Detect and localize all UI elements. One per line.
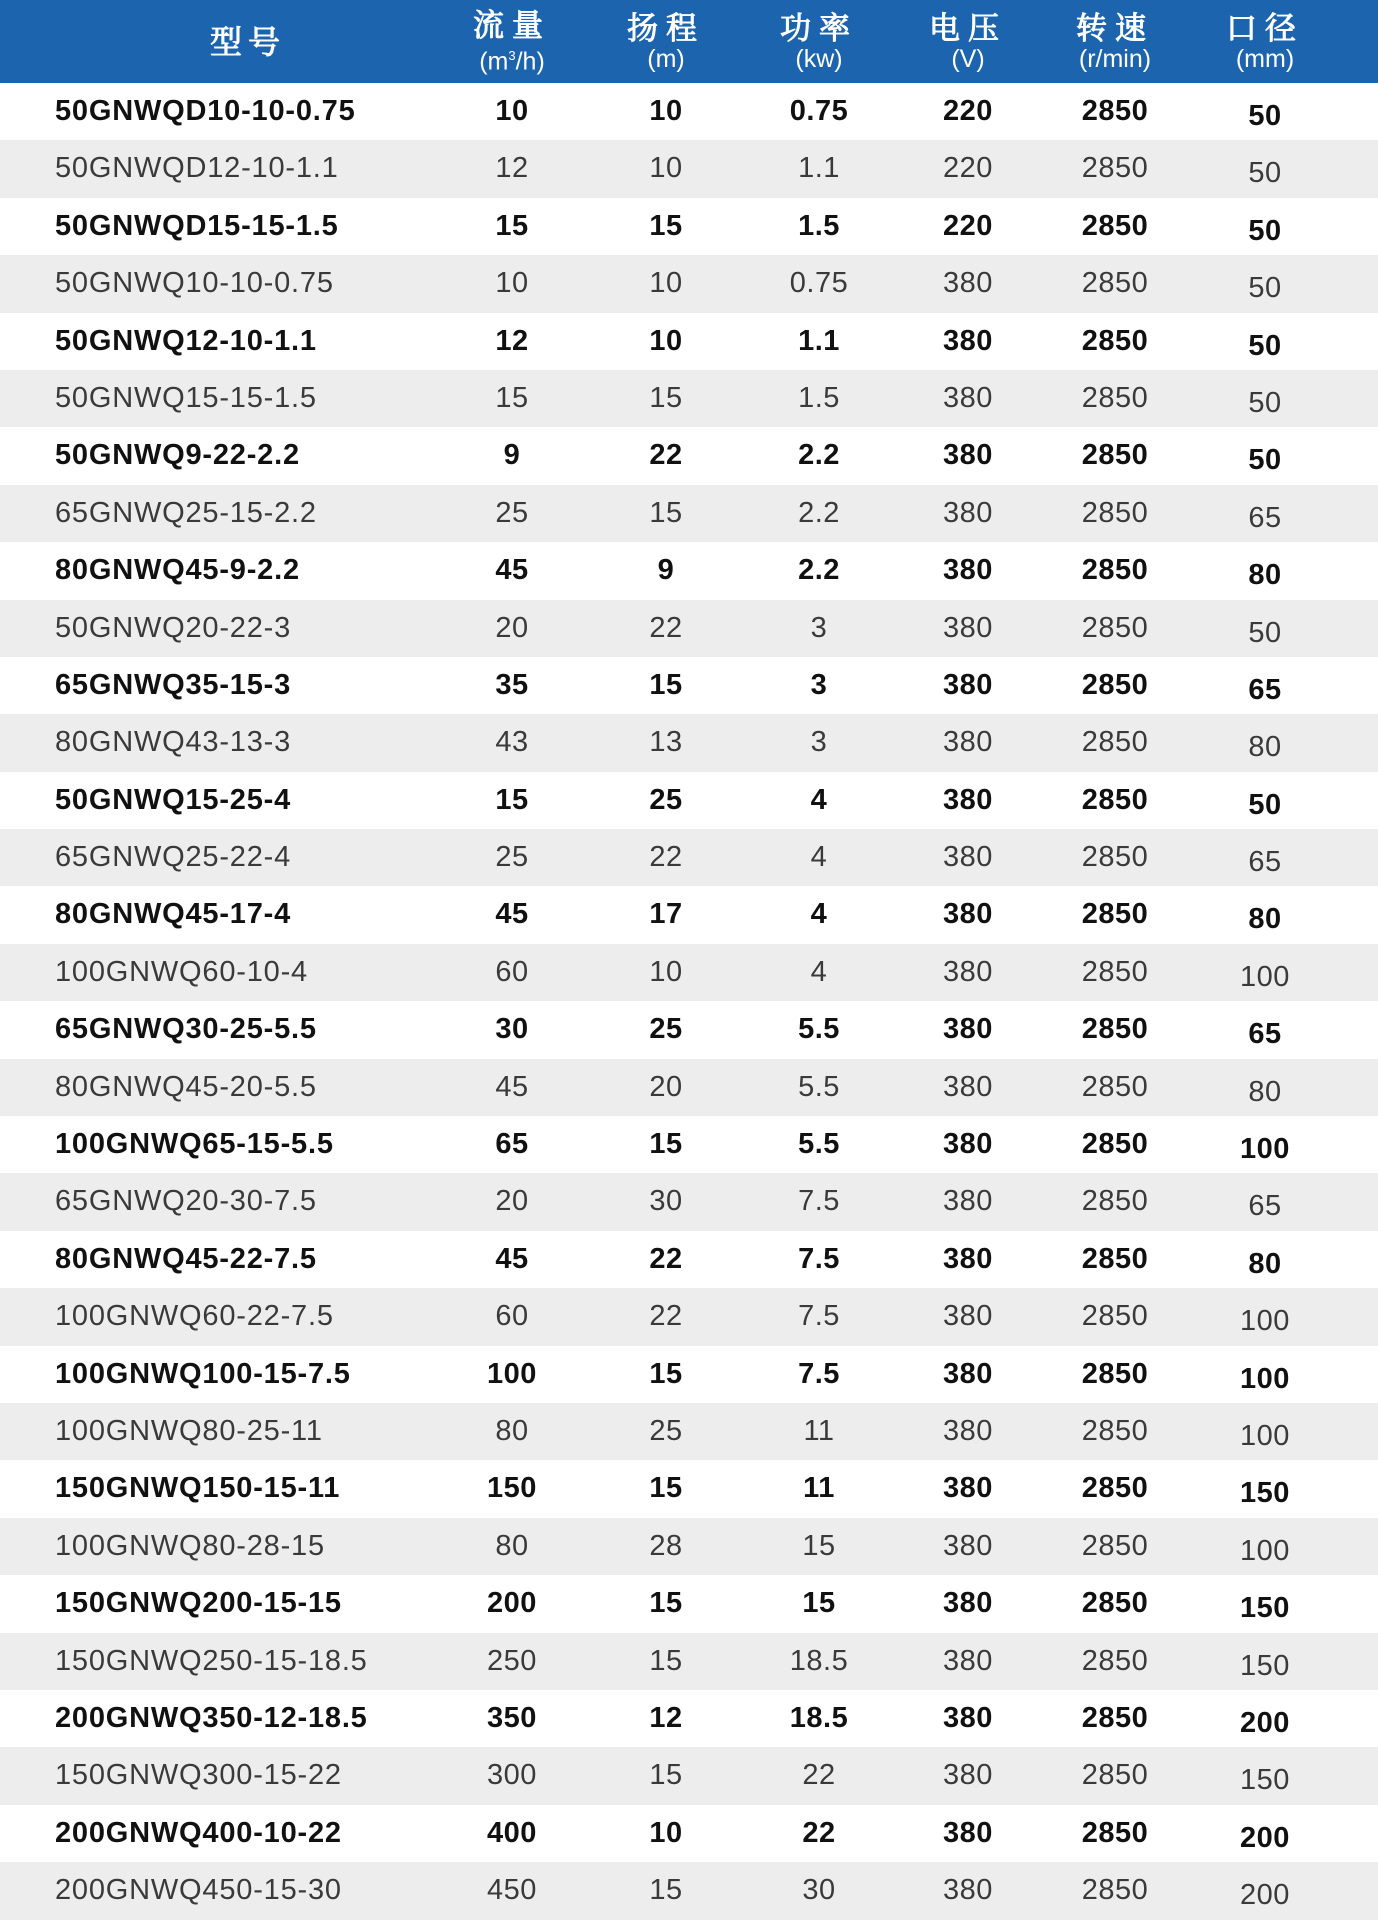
cell-head: 28: [649, 1529, 683, 1562]
cell-head: 17: [649, 898, 683, 931]
cell-flow: 43: [495, 726, 529, 759]
cell-speed: 2850: [1081, 152, 1149, 185]
cell-speed: 2850: [1081, 554, 1149, 587]
cell-head: 22: [649, 439, 683, 472]
cell-model: 50GNWQ10-10-0.75: [55, 267, 334, 300]
cell-speed: 2850: [1081, 1185, 1149, 1218]
cell-head: 15: [649, 1759, 683, 1792]
cell-voltage: 380: [943, 955, 993, 988]
cell-voltage: 380: [943, 726, 993, 759]
cell-power: 7.5: [798, 1300, 840, 1333]
table-row: [0, 140, 1378, 197]
cell-voltage: 380: [943, 1701, 993, 1734]
table-row: [0, 542, 1378, 599]
cell-voltage: 220: [943, 209, 993, 242]
cell-diameter: 65: [1248, 846, 1282, 879]
cell-diameter: 50: [1248, 788, 1282, 821]
cell-power: 3: [810, 668, 828, 701]
table-row: [0, 1633, 1378, 1690]
cell-diameter: 50: [1248, 100, 1282, 132]
cell-head: 9: [657, 554, 675, 587]
cell-power: 30: [802, 1874, 836, 1907]
cell-model: 50GNWQ12-10-1.1: [55, 324, 317, 357]
cell-diameter: 100: [1240, 960, 1290, 993]
cell-diameter: 150: [1240, 1764, 1290, 1797]
cell-head: 10: [649, 1816, 683, 1849]
cell-power: 18.5: [789, 1644, 849, 1677]
cell-speed: 2850: [1081, 1816, 1149, 1849]
cell-speed: 2850: [1081, 783, 1149, 816]
cell-power: 11: [803, 1472, 835, 1505]
cell-voltage: 380: [943, 898, 993, 931]
cell-voltage: 380: [943, 267, 993, 300]
cell-power: 7.5: [798, 1185, 840, 1218]
cell-flow: 60: [495, 955, 529, 988]
cell-voltage: 380: [943, 1644, 993, 1677]
cell-voltage: 380: [943, 1070, 993, 1103]
header-flow-unit-pre: (m: [479, 47, 509, 76]
cell-voltage: 380: [943, 1185, 993, 1218]
cell-voltage: 380: [943, 1529, 993, 1562]
cell-model: 80GNWQ45-20-5.5: [55, 1070, 317, 1103]
cell-power: 3: [810, 726, 828, 759]
cell-flow: 100: [487, 1357, 537, 1390]
cell-head: 22: [649, 1300, 683, 1333]
cell-model: 150GNWQ200-15-15: [55, 1587, 342, 1620]
cell-model: 65GNWQ30-25-5.5: [55, 1013, 317, 1046]
cell-diameter: 65: [1248, 673, 1282, 706]
cell-flow: 80: [495, 1529, 529, 1562]
cell-model: 65GNWQ20-30-7.5: [55, 1185, 317, 1218]
cell-diameter: 80: [1248, 559, 1282, 592]
cell-model: 100GNWQ60-22-7.5: [55, 1300, 334, 1333]
cell-head: 15: [649, 1128, 683, 1161]
cell-voltage: 380: [943, 554, 993, 587]
cell-model: 50GNWQ15-25-4: [55, 783, 292, 816]
cell-speed: 2850: [1081, 1472, 1149, 1505]
table-row: [0, 1346, 1378, 1403]
cell-speed: 2850: [1081, 439, 1149, 472]
table-row: [0, 657, 1378, 714]
cell-flow: 65: [495, 1128, 529, 1161]
cell-voltage: 380: [943, 1874, 993, 1907]
cell-power: 15: [802, 1587, 836, 1620]
cell-head: 15: [649, 668, 683, 701]
cell-diameter: 65: [1248, 1190, 1282, 1223]
cell-flow: 150: [487, 1472, 537, 1505]
cell-model: 65GNWQ25-15-2.2: [55, 496, 317, 529]
cell-model: 80GNWQ45-9-2.2: [55, 554, 300, 587]
table-row: [0, 427, 1378, 484]
cell-speed: 2850: [1081, 1414, 1149, 1447]
cell-speed: 2850: [1081, 209, 1149, 242]
table-row: [0, 1403, 1378, 1460]
header-head: [627, 0, 705, 83]
table-row: [0, 1747, 1378, 1804]
cell-diameter: 50: [1248, 616, 1282, 649]
cell-speed: 2850: [1081, 381, 1149, 414]
cell-power: 2.2: [798, 554, 840, 587]
cell-head: 13: [649, 726, 683, 759]
header-speed-unit: (r/min): [1078, 44, 1152, 73]
table-row: [0, 944, 1378, 1001]
cell-voltage: 380: [943, 439, 993, 472]
cell-flow: 12: [495, 324, 529, 357]
cell-diameter: 65: [1248, 1018, 1282, 1051]
cell-flow: 12: [495, 152, 529, 185]
header-power-unit: (kw): [795, 44, 843, 73]
cell-voltage: 380: [943, 783, 993, 816]
header-voltage: [929, 0, 1007, 83]
header-flow-unit-post: /h): [515, 47, 545, 76]
cell-speed: 2850: [1081, 1759, 1149, 1792]
cell-model: 100GNWQ80-25-11: [55, 1414, 323, 1447]
table-row: [0, 829, 1378, 886]
cell-diameter: 150: [1240, 1649, 1290, 1682]
cell-voltage: 380: [943, 1242, 993, 1275]
table-row: [0, 1575, 1378, 1632]
header-flow-name: 流量: [473, 7, 551, 43]
table-row: [0, 772, 1378, 829]
cell-power: 7.5: [798, 1242, 840, 1275]
cell-power: 1.1: [798, 152, 840, 185]
table-row: [0, 1805, 1378, 1862]
cell-power: 1.5: [798, 209, 840, 242]
cell-voltage: 380: [943, 1357, 993, 1390]
table-row: [0, 1690, 1378, 1747]
cell-flow: 10: [495, 95, 529, 127]
cell-flow: 30: [495, 1013, 529, 1046]
table-body: [0, 83, 1378, 1920]
cell-speed: 2850: [1081, 496, 1149, 529]
table-row: [0, 1288, 1378, 1345]
cell-head: 15: [649, 1357, 683, 1390]
cell-flow: 45: [495, 1070, 529, 1103]
cell-diameter: 50: [1248, 214, 1282, 247]
cell-diameter: 50: [1248, 386, 1282, 419]
cell-speed: 2850: [1081, 1013, 1149, 1046]
header-voltage-unit: (V): [951, 44, 985, 73]
cell-power: 18.5: [789, 1701, 849, 1734]
cell-flow: 20: [495, 611, 529, 644]
cell-model: 50GNWQD15-15-1.5: [55, 209, 339, 242]
cell-power: 7.5: [798, 1357, 840, 1390]
cell-diameter: 50: [1248, 272, 1282, 305]
table-row: [0, 83, 1378, 140]
cell-speed: 2850: [1081, 324, 1149, 357]
header-speed: [1076, 0, 1154, 83]
cell-speed: 2850: [1081, 1242, 1149, 1275]
cell-speed: 2850: [1081, 841, 1149, 874]
cell-voltage: 380: [943, 668, 993, 701]
cell-model: 200GNWQ450-15-30: [55, 1874, 342, 1907]
cell-flow: 10: [495, 267, 529, 300]
cell-diameter: 100: [1240, 1534, 1290, 1567]
cell-model: 50GNWQ9-22-2.2: [55, 439, 300, 472]
cell-diameter: 150: [1240, 1592, 1290, 1625]
cell-head: 10: [649, 267, 683, 300]
cell-voltage: 380: [943, 1128, 993, 1161]
cell-head: 22: [649, 841, 683, 874]
cell-power: 3: [810, 611, 828, 644]
cell-power: 5.5: [798, 1128, 840, 1161]
cell-flow: 350: [487, 1701, 537, 1734]
cell-power: 4: [810, 955, 828, 988]
cell-power: 4: [810, 841, 828, 874]
cell-model: 65GNWQ35-15-3: [55, 668, 292, 701]
cell-voltage: 380: [943, 1759, 993, 1792]
header-power-name: 功率: [780, 10, 858, 46]
cell-flow: 400: [487, 1816, 537, 1849]
cell-model: 100GNWQ100-15-7.5: [55, 1357, 351, 1390]
cell-model: 200GNWQ350-12-18.5: [55, 1701, 368, 1734]
cell-model: 80GNWQ45-17-4: [55, 898, 292, 931]
cell-flow: 9: [503, 439, 521, 472]
cell-head: 22: [649, 611, 683, 644]
cell-flow: 45: [495, 554, 529, 587]
cell-model: 50GNWQ20-22-3: [55, 611, 292, 644]
cell-head: 20: [649, 1070, 683, 1103]
cell-model: 80GNWQ45-22-7.5: [55, 1242, 317, 1275]
header-head-unit: (m): [647, 44, 685, 73]
table-row: [0, 1116, 1378, 1173]
cell-power: 15: [802, 1529, 836, 1562]
cell-speed: 2850: [1081, 726, 1149, 759]
cell-head: 15: [649, 1644, 683, 1677]
table-row: [0, 600, 1378, 657]
table-row: [0, 198, 1378, 255]
table-row: [0, 1460, 1378, 1517]
cell-diameter: 50: [1248, 444, 1282, 477]
table-row: [0, 313, 1378, 370]
cell-speed: 2850: [1081, 1300, 1149, 1333]
cell-flow: 450: [487, 1874, 537, 1907]
cell-model: 150GNWQ250-15-18.5: [55, 1644, 368, 1677]
cell-model: 50GNWQ15-15-1.5: [55, 381, 317, 414]
table-row: [0, 255, 1378, 312]
cell-flow: 60: [495, 1300, 529, 1333]
table-row: [0, 886, 1378, 943]
cell-head: 12: [649, 1701, 683, 1734]
cell-model: 50GNWQD10-10-0.75: [55, 95, 356, 127]
cell-head: 25: [649, 1013, 683, 1046]
cell-diameter: 80: [1248, 1247, 1282, 1280]
table-row: [0, 1001, 1378, 1058]
cell-flow: 15: [495, 381, 529, 414]
cell-model: 100GNWQ65-15-5.5: [55, 1128, 334, 1161]
cell-power: 5.5: [798, 1013, 840, 1046]
cell-flow: 45: [495, 898, 529, 931]
cell-voltage: 380: [943, 611, 993, 644]
header-head-name: 扬程: [627, 10, 705, 46]
cell-flow: 25: [495, 496, 529, 529]
header-flow-unit: [479, 43, 545, 74]
cell-flow: 35: [495, 668, 529, 701]
cell-model: 100GNWQ60-10-4: [55, 955, 308, 988]
cell-model: 100GNWQ80-28-15: [55, 1529, 325, 1562]
cell-head: 25: [649, 1414, 683, 1447]
cell-flow: 80: [495, 1414, 529, 1447]
table-row: [0, 1231, 1378, 1288]
cell-diameter: 80: [1248, 1075, 1282, 1108]
cell-power: 2.2: [798, 439, 840, 472]
header-diameter: [1226, 0, 1304, 83]
table-row: [0, 485, 1378, 542]
cell-speed: 2850: [1081, 1357, 1149, 1390]
cell-model: 150GNWQ300-15-22: [55, 1759, 342, 1792]
header-model-name: 型号: [209, 23, 287, 60]
cell-model: 50GNWQD12-10-1.1: [55, 152, 339, 185]
cell-speed: 2850: [1081, 1644, 1149, 1677]
header-speed-name: 转速: [1076, 10, 1154, 46]
cell-model: 200GNWQ400-10-22: [55, 1816, 342, 1849]
cell-power: 2.2: [798, 496, 840, 529]
cell-head: 15: [649, 1874, 683, 1907]
cell-diameter: 50: [1248, 329, 1282, 362]
cell-speed: 2850: [1081, 1070, 1149, 1103]
cell-diameter: 50: [1248, 157, 1282, 190]
table-header: [0, 0, 1378, 83]
cell-speed: 2850: [1081, 95, 1149, 127]
cell-power: 22: [802, 1759, 836, 1792]
cell-speed: 2850: [1081, 1587, 1149, 1620]
cell-head: 15: [649, 1587, 683, 1620]
cell-voltage: 380: [943, 1816, 993, 1849]
cell-voltage: 380: [943, 1472, 993, 1505]
table-row: [0, 1518, 1378, 1575]
cell-head: 15: [649, 496, 683, 529]
cell-head: 10: [649, 324, 683, 357]
cell-flow: 25: [495, 841, 529, 874]
cell-power: 4: [810, 783, 828, 816]
cell-speed: 2850: [1081, 1529, 1149, 1562]
cell-speed: 2850: [1081, 611, 1149, 644]
cell-diameter: 200: [1240, 1879, 1290, 1912]
cell-voltage: 220: [943, 152, 993, 185]
cell-flow: 300: [487, 1759, 537, 1792]
cell-power: 0.75: [789, 95, 849, 127]
cell-voltage: 380: [943, 496, 993, 529]
cell-voltage: 380: [943, 841, 993, 874]
cell-power: 11: [803, 1414, 835, 1447]
cell-voltage: 380: [943, 1300, 993, 1333]
cell-power: 1.1: [798, 324, 840, 357]
cell-power: 4: [810, 898, 828, 931]
cell-flow: 200: [487, 1587, 537, 1620]
cell-model: 65GNWQ25-22-4: [55, 841, 292, 874]
cell-model: 80GNWQ43-13-3: [55, 726, 292, 759]
table-row: [0, 1173, 1378, 1230]
cell-diameter: 80: [1248, 903, 1282, 936]
header-flow-unit-sup: 3: [508, 47, 516, 63]
cell-flow: 250: [487, 1644, 537, 1677]
cell-head: 15: [649, 209, 683, 242]
header-diameter-name: 口径: [1226, 10, 1304, 46]
cell-voltage: 220: [943, 95, 993, 127]
table-row: [0, 714, 1378, 771]
cell-diameter: 80: [1248, 731, 1282, 764]
cell-head: 15: [649, 1472, 683, 1505]
header-model: [210, 0, 286, 83]
cell-diameter: 100: [1240, 1419, 1290, 1452]
cell-voltage: 380: [943, 1414, 993, 1447]
cell-diameter: 200: [1240, 1706, 1290, 1739]
cell-head: 10: [649, 152, 683, 185]
cell-power: 0.75: [789, 267, 849, 300]
cell-flow: 20: [495, 1185, 529, 1218]
cell-diameter: 150: [1240, 1477, 1290, 1510]
cell-voltage: 380: [943, 381, 993, 414]
header-flow: [473, 0, 551, 83]
header-diameter-unit: (mm): [1235, 44, 1295, 73]
cell-head: 10: [649, 955, 683, 988]
cell-diameter: 65: [1248, 501, 1282, 534]
cell-flow: 15: [495, 783, 529, 816]
header-power: [780, 0, 858, 83]
cell-diameter: 100: [1240, 1133, 1290, 1166]
cell-flow: 15: [495, 209, 529, 242]
cell-diameter: 100: [1240, 1305, 1290, 1338]
cell-diameter: 100: [1240, 1362, 1290, 1395]
cell-voltage: 380: [943, 324, 993, 357]
cell-flow: 45: [495, 1242, 529, 1275]
cell-speed: 2850: [1081, 1701, 1149, 1734]
table-row: [0, 370, 1378, 427]
table-row: [0, 1059, 1378, 1116]
cell-speed: 2850: [1081, 898, 1149, 931]
cell-speed: 2850: [1081, 267, 1149, 300]
cell-voltage: 380: [943, 1587, 993, 1620]
cell-speed: 2850: [1081, 955, 1149, 988]
cell-power: 5.5: [798, 1070, 840, 1103]
cell-speed: 2850: [1081, 1128, 1149, 1161]
cell-power: 1.5: [798, 381, 840, 414]
cell-model: 150GNWQ150-15-11: [55, 1472, 341, 1505]
cell-power: 22: [802, 1816, 836, 1849]
cell-head: 30: [649, 1185, 683, 1218]
cell-head: 25: [649, 783, 683, 816]
cell-voltage: 380: [943, 1013, 993, 1046]
cell-head: 15: [649, 381, 683, 414]
cell-head: 22: [649, 1242, 683, 1275]
cell-speed: 2850: [1081, 668, 1149, 701]
cell-head: 10: [649, 95, 683, 127]
header-voltage-name: 电压: [929, 10, 1007, 46]
cell-diameter: 200: [1240, 1821, 1290, 1854]
table-row: [0, 1862, 1378, 1919]
cell-speed: 2850: [1081, 1874, 1149, 1907]
